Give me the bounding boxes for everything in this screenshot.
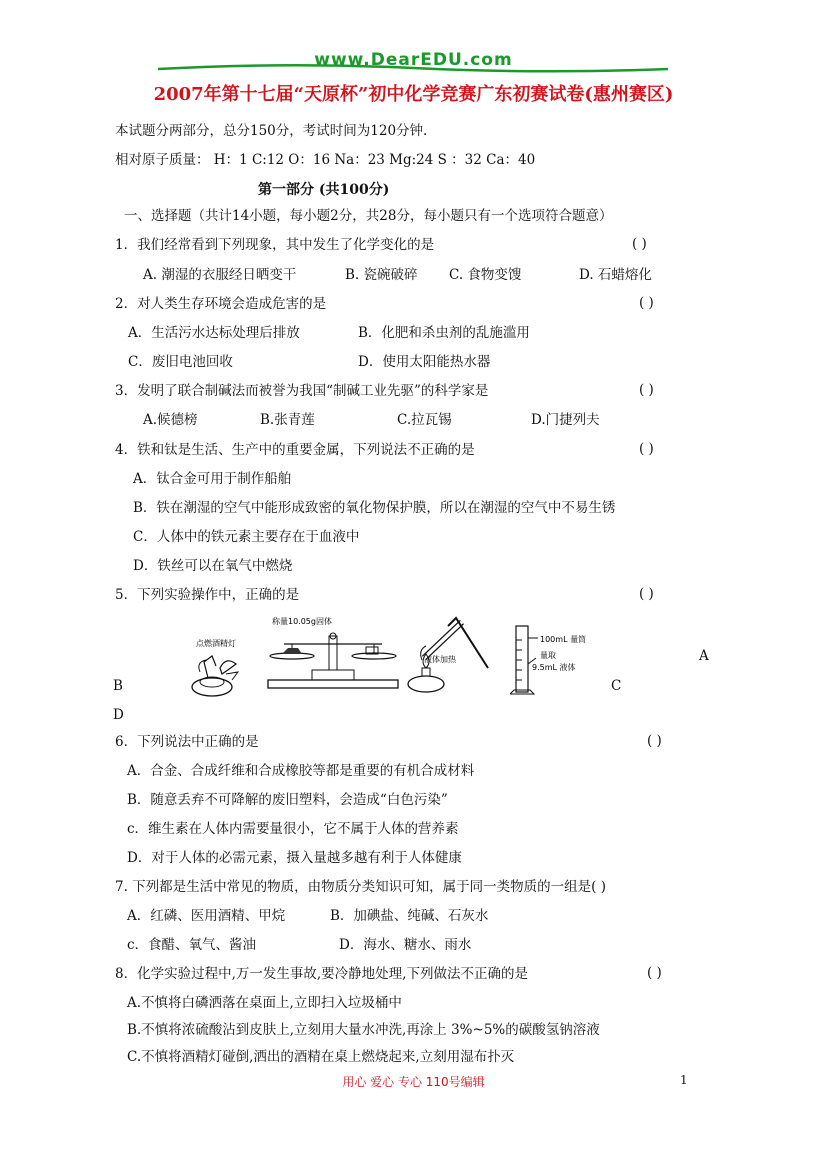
- q2-option-d: D．使用太阳能热水器: [358, 354, 491, 370]
- answer-paren-2: ( ): [639, 295, 654, 311]
- q8-option-b: B.不慎将浓硫酸沾到皮肤上,立刻用大量水冲洗,再涂上 3%~5%的碳酸氢钠溶液: [127, 1022, 600, 1038]
- question-5-stem: 5．下列实验操作中，正确的是: [115, 587, 300, 603]
- q7-option-a: A．红磷、医用酒精、甲烷: [127, 908, 286, 924]
- figure-measuring-cylinder: [510, 620, 620, 700]
- q2-option-c: C．废旧电池回收: [128, 354, 233, 370]
- q7-option-c: c．食醋、氧气、酱油: [127, 937, 257, 953]
- q5-option-d: D: [113, 707, 124, 723]
- answer-paren-8: ( ): [647, 965, 662, 981]
- atomic-masses: 相对原子质量： H：1 C:12 O：16 Na：23 Mg:24 S ：32 Ca：40: [115, 152, 536, 168]
- q3-option-d: D.门捷列夫: [531, 412, 600, 428]
- answer-paren-1: ( ): [632, 236, 647, 252]
- q5-option-b: B: [113, 678, 123, 694]
- q6-option-c: c．维生素在人体内需要量很小，它不属于人体的营养素: [127, 821, 459, 837]
- answer-paren-6: ( ): [647, 733, 662, 749]
- figure-balance: [262, 614, 404, 694]
- q4-option-a: A．钛合金可用于制作船舶: [133, 471, 292, 487]
- q2-option-b: B．化肥和杀虫剂的乱施滥用: [358, 325, 530, 341]
- q7-option-b: B．加碘盐、纯碱、石灰水: [330, 908, 489, 924]
- figure-balance-label: 称量10.05g固体: [272, 617, 332, 626]
- figure-heating-liquid: [404, 610, 504, 696]
- answer-paren-4: ( ): [639, 441, 654, 457]
- q1-option-d: D. 石蜡熔化: [579, 267, 652, 283]
- question-2-stem: 2．对人类生存环境会造成危害的是: [115, 296, 327, 312]
- figure-cylinder-label-mid: 量取: [540, 651, 556, 660]
- q1-option-c: C. 食物变馊: [449, 267, 522, 283]
- q5-option-c: C: [611, 678, 622, 694]
- q4-option-c: C．人体中的铁元素主要存在于血液中: [133, 529, 360, 545]
- q3-option-b: B.张青莲: [260, 412, 315, 428]
- page-number: 1: [680, 1073, 688, 1087]
- q8-option-a: A.不慎将白磷洒落在桌面上,立即扫入垃圾桶中: [127, 995, 402, 1011]
- question-7-stem: 7. 下列都是生活中常见的物质，由物质分类知识可知，属于同一类物质的一组是( ): [115, 879, 606, 895]
- question-8-stem: 8．化学实验过程中,万一发生事故,要冷静地处理,下列做法不正确的是: [115, 966, 528, 982]
- q4-option-b: B．铁在潮湿的空气中能形成致密的氧化物保护膜，所以在潮湿的空气中不易生锈: [133, 500, 616, 516]
- figure-lamp-label: 点燃酒精灯: [196, 639, 236, 648]
- figure-cylinder-label-bot: 9.5mL 液体: [532, 663, 576, 672]
- q4-option-d: D．铁丝可以在氧气中燃烧: [133, 558, 293, 574]
- question-3-stem: 3．发明了联合制碱法而被誉为我国“制碱工业先驱”的科学家是: [115, 383, 489, 399]
- exam-title: 2007年第十七届“天原杯”初中化学竞赛广东初赛试卷(惠州赛区): [153, 84, 674, 105]
- question-4-stem: 4．铁和钛是生活、生产中的重要金属，下列说法不正确的是: [115, 442, 475, 458]
- exam-info: 本试题分两部分，总分150分，考试时间为120分钟.: [115, 123, 428, 139]
- q3-option-a: A.候德榜: [143, 412, 198, 428]
- q6-option-d: D．对于人体的必需元素，摄入量越多越有利于人体健康: [127, 850, 462, 866]
- q7-option-d: D．海水、糖水、雨水: [339, 937, 472, 953]
- answer-paren-3: ( ): [639, 382, 654, 398]
- q5-option-a: A: [699, 648, 709, 664]
- q6-option-a: A．合金、合成纤维和合成橡胶等都是重要的有机合成材料: [127, 763, 475, 779]
- footer-text: 用心 爱心 专心 110号编辑: [342, 1075, 485, 1089]
- site-url[interactable]: www.DearEDU.com: [314, 50, 513, 70]
- q3-option-c: C.拉瓦锡: [397, 412, 452, 428]
- q1-option-b: B. 瓷碗破碎: [345, 267, 418, 283]
- part-one-heading: 第一部分 (共100分): [258, 182, 390, 198]
- section-instructions: 一、选择题（共计14小题，每小题2分，共28分，每小题只有一个选项符合题意）: [124, 208, 613, 224]
- answer-paren-5: ( ): [639, 586, 654, 602]
- figure-lamp-lighting: [182, 632, 252, 702]
- q8-option-c: C.不慎将酒精灯碰倒,洒出的酒精在桌上燃烧起来,立刻用湿布扑灭: [127, 1049, 515, 1065]
- q2-option-a: A．生活污水达标处理后排放: [128, 325, 300, 341]
- question-6-stem: 6．下列说法中正确的是: [115, 734, 259, 750]
- figure-heat-label: 液体加热: [424, 655, 456, 664]
- figure-cylinder-label-top: 100mL 量筒: [540, 635, 587, 644]
- q6-option-b: B．随意丢弃不可降解的废旧塑料，会造成“白色污染”: [127, 792, 448, 808]
- q1-option-a: A. 潮湿的衣服经日晒变干: [143, 267, 297, 283]
- question-1-stem: 1．我们经常看到下列现象，其中发生了化学变化的是: [115, 237, 435, 253]
